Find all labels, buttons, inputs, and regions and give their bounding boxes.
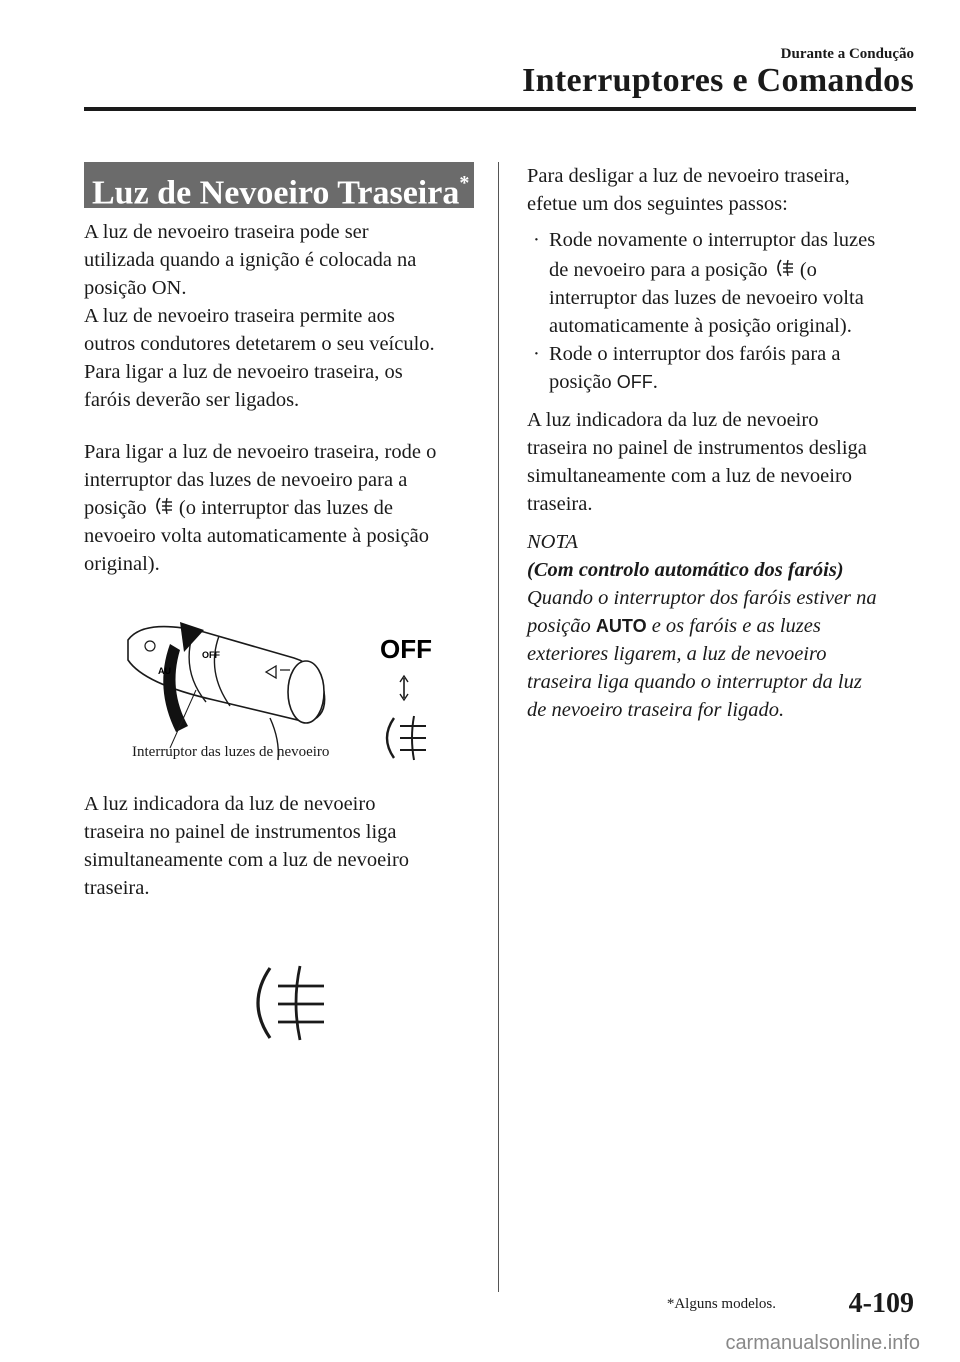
para-line: traseira no painel de instrumentos desliga — [527, 437, 867, 459]
fog-light-switch-illustration — [84, 600, 474, 780]
note-line: Quando o interruptor dos faróis estiver na — [527, 587, 877, 609]
para2-line: Para ligar a luz de nevoeiro traseira, rode o — [84, 441, 437, 463]
text-fragment: (o — [799, 259, 817, 281]
para1-line: outros condutores detetarem o seu veículo. — [84, 333, 435, 355]
watermark: carmanualsonline.info — [725, 1332, 920, 1354]
fog-position-icon — [387, 716, 426, 760]
para1-line: faróis deverão ser ligados. — [84, 389, 300, 411]
off-position-label: OFF — [380, 634, 432, 664]
auto-label: AUTO — [595, 616, 647, 636]
text-fragment: posição — [84, 497, 147, 519]
para2-line: original). — [84, 553, 160, 575]
rear-fog-indicator-icon — [232, 958, 352, 1048]
intro-line: efetue um dos seguintes passos: — [527, 193, 788, 215]
bullet-dot: · — [533, 229, 540, 251]
text-fragment: de nevoeiro para a posição — [549, 259, 768, 281]
bullet-line: Rode novamente o interruptor das luzes — [549, 229, 876, 251]
list-item — [527, 340, 927, 396]
para2-line — [84, 494, 474, 522]
bullet-dot: · — [533, 343, 540, 365]
para-line: traseira. — [527, 493, 593, 515]
page-number: 4-109 — [848, 1288, 914, 1319]
para2-line: interruptor das luzes de nevoeiro para a — [84, 469, 408, 491]
para-line: A luz indicadora da luz de nevoeiro — [527, 409, 819, 431]
bullet-line — [549, 256, 927, 284]
bullet-line: automaticamente à posição original). — [549, 315, 852, 337]
section-title: Luz de Nevoeiro Traseira — [92, 174, 460, 212]
para1-line: posição ON. — [84, 277, 187, 299]
para1-line: utilizada quando a ignição é colocada na — [84, 249, 417, 271]
para3-line: traseira no painel de instrumentos liga — [84, 821, 397, 843]
text-fragment: posição — [527, 615, 591, 637]
auto-ring-label: AU — [158, 666, 171, 676]
running-header-title: Interruptores e Comandos — [522, 62, 914, 99]
text-fragment: . — [652, 371, 658, 393]
right-column — [527, 162, 927, 724]
bullet-line: interruptor das luzes de nevoeiro volta — [549, 287, 864, 309]
left-column — [84, 162, 474, 1053]
note-label: NOTA — [527, 531, 578, 553]
para3-line: simultaneamente com a luz de nevoeiro — [84, 849, 410, 871]
para1-line: A luz de nevoeiro traseira permite aos — [84, 305, 395, 327]
intro-line: Para desligar a luz de nevoeiro traseira, — [527, 165, 850, 187]
section-asterisk: * — [459, 172, 470, 194]
para1-line: Para ligar a luz de nevoeiro traseira, os — [84, 361, 403, 383]
rear-fog-light-icon — [773, 258, 795, 278]
off-ring-label: OFF — [202, 650, 220, 660]
para-line: simultaneamente com a luz de nevoeiro — [527, 465, 853, 487]
para1-line: A luz de nevoeiro traseira pode ser — [84, 221, 369, 243]
section-title-bar — [84, 162, 474, 212]
footnote: *Alguns modelos. — [666, 1296, 776, 1312]
text-fragment: posição — [549, 371, 612, 393]
text-fragment: (o interruptor das luzes de — [178, 497, 393, 519]
running-header-subtitle: Durante a Condução — [780, 46, 914, 62]
text-fragment: e os faróis e as luzes — [651, 615, 821, 637]
list-item — [527, 226, 927, 340]
note-line: de nevoeiro traseira for ligado. — [527, 699, 785, 721]
off-label: OFF — [616, 372, 653, 392]
figure-caption: Interruptor das luzes de nevoeiro — [132, 744, 330, 760]
para3-line: traseira. — [84, 877, 150, 899]
para3-line: A luz indicadora da luz de nevoeiro — [84, 793, 376, 815]
note-line: exteriores ligarem, a luz de nevoeiro — [527, 643, 827, 665]
header-rule — [84, 107, 916, 111]
rear-fog-light-icon — [152, 496, 174, 516]
bullet-line — [549, 368, 927, 396]
para2-line: nevoeiro volta automaticamente à posição — [84, 525, 429, 547]
note-line — [527, 612, 927, 640]
note-line: traseira liga quando o interruptor da luz — [527, 671, 862, 693]
bullet-line: Rode o interruptor dos faróis para a — [549, 343, 841, 365]
column-divider — [498, 162, 499, 1292]
note-heading: (Com controlo automático dos faróis) — [527, 559, 844, 581]
